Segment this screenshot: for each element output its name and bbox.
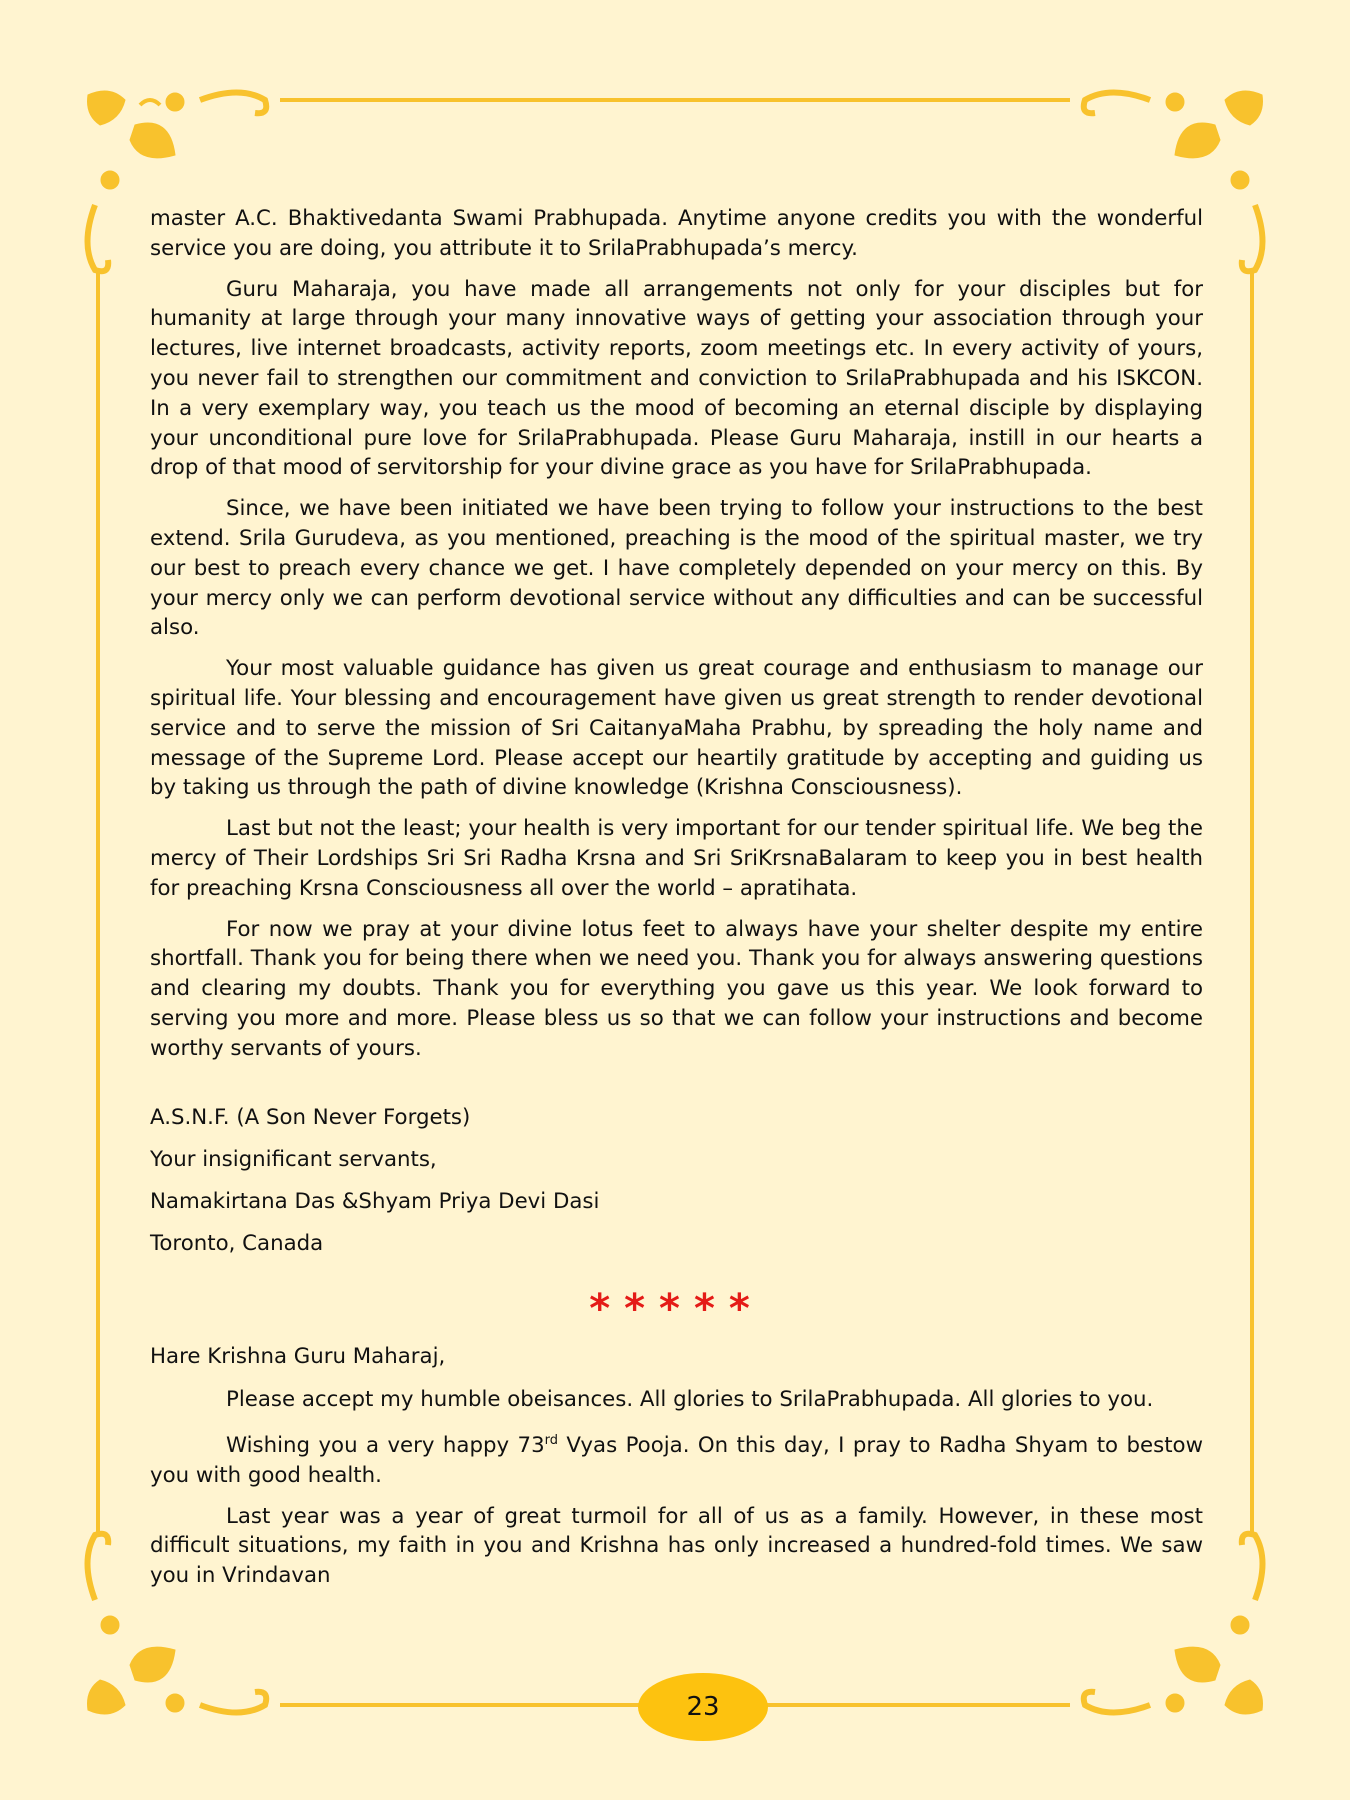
- border-top: [280, 98, 1070, 102]
- superscript: rd: [544, 1432, 559, 1448]
- border-left: [96, 272, 100, 1532]
- paragraph: Last but not the least; your health is very important for our tender spiritual life. We beg the mercy of Their Lordships Sri Sri Radha Krsna and Sri SriKrsnaBalaram to keep you in best health for preaching Krsna Consciousness all over the world – apratihata.: [150, 816, 1203, 901]
- page-number: 23: [686, 1692, 720, 1722]
- paragraph: Your most valuable guidance has given us great courage and enthusiasm to manage our spiritual life. Your blessing and encouragement have given us great strength to render devotional service and to serve the mission of Sri CaitanyaMaha Prabhu, by spreading the holy name and message of the Supreme Lord. Please accept our heartily gratitude by accepting and guiding us by taking us through the path of divine knowledge (Krishna Consciousness).: [150, 656, 1203, 801]
- paragraph: [150, 1426, 1203, 1491]
- salutation: Hare Krishna Guru Maharaj,: [150, 1344, 446, 1370]
- paragraph: Guru Maharaja, you have made all arrangements not only for your disciples but for humanity at large through your many innovative ways of getting your association through your lectures, live internet broadcasts, activity reports, zoom meetings etc. In every activity of yours, you never fail to strengthen our commitment and conviction to SrilaPrabhupada and his ISKCON. In a very exemplary way, you teach us the mood of becoming an eternal disciple by displaying your unconditional pure love for SrilaPrabhupada. Please Guru Maharaja, instill in our hearts a drop of that mood of servitorship for your divine grace as you have for SrilaPrabhupada.: [150, 276, 1203, 481]
- text: Wishing you a very happy 73: [226, 1433, 545, 1458]
- signature-line: Namakirtana Das &Shyam Priya Devi Dasi: [150, 1188, 600, 1214]
- paragraph: Last year was a year of great turmoil for all of us as a family. However, in these most difficult situations, my faith in you and Krishna has only increased a hundred-fold times. We saw you in Vrindavan: [150, 1503, 1203, 1589]
- signature-line: A.S.N.F. (A Son Never Forgets): [150, 1104, 471, 1130]
- page-body: [150, 204, 1203, 1602]
- separator-stars: *****: [589, 1285, 764, 1332]
- paragraph: Please accept my humble obeisances. All glories to SrilaPrabhupada. All glories to you.: [226, 1387, 1154, 1413]
- paragraph: Since, we have been initiated we have been trying to follow your instructions to the best extend. Srila Gurudeva, as you mentioned, preaching is the mood of the spiritual master, we try our best to preach every chance we get. I have completely depended on your mercy on this. By your mercy only we can perform devotional service without any difficulties and can be successful also.: [150, 496, 1203, 641]
- border-bottom-left: [280, 1703, 640, 1707]
- signature-line: Toronto, Canada: [150, 1230, 324, 1256]
- page-number-badge: [638, 1673, 768, 1741]
- border-right: [1250, 272, 1254, 1532]
- border-bottom-right: [766, 1703, 1070, 1707]
- paragraph: master A.C. Bhaktivedanta Swami Prabhupada. Anytime anyone credits you with the wonderful service you are doing, you attribute it to SrilaPrabhupada’s mercy.: [150, 206, 1203, 261]
- text: Vyas Pooja. On this day, I pray to Radha Shyam to bestow you with good health.: [150, 1433, 1203, 1488]
- signature-line: Your insignificant servants,: [150, 1146, 437, 1172]
- paragraph: For now we pray at your divine lotus feet to always have your shelter despite my entire shortfall. Thank you for being there when we need you. Thank you for always answering questions and clearing my doubts. Thank you for everything you gave us this year. We look forward to serving you more and more. Please bless us so that we can follow your instructions and become worthy servants of yours.: [150, 916, 1203, 1061]
